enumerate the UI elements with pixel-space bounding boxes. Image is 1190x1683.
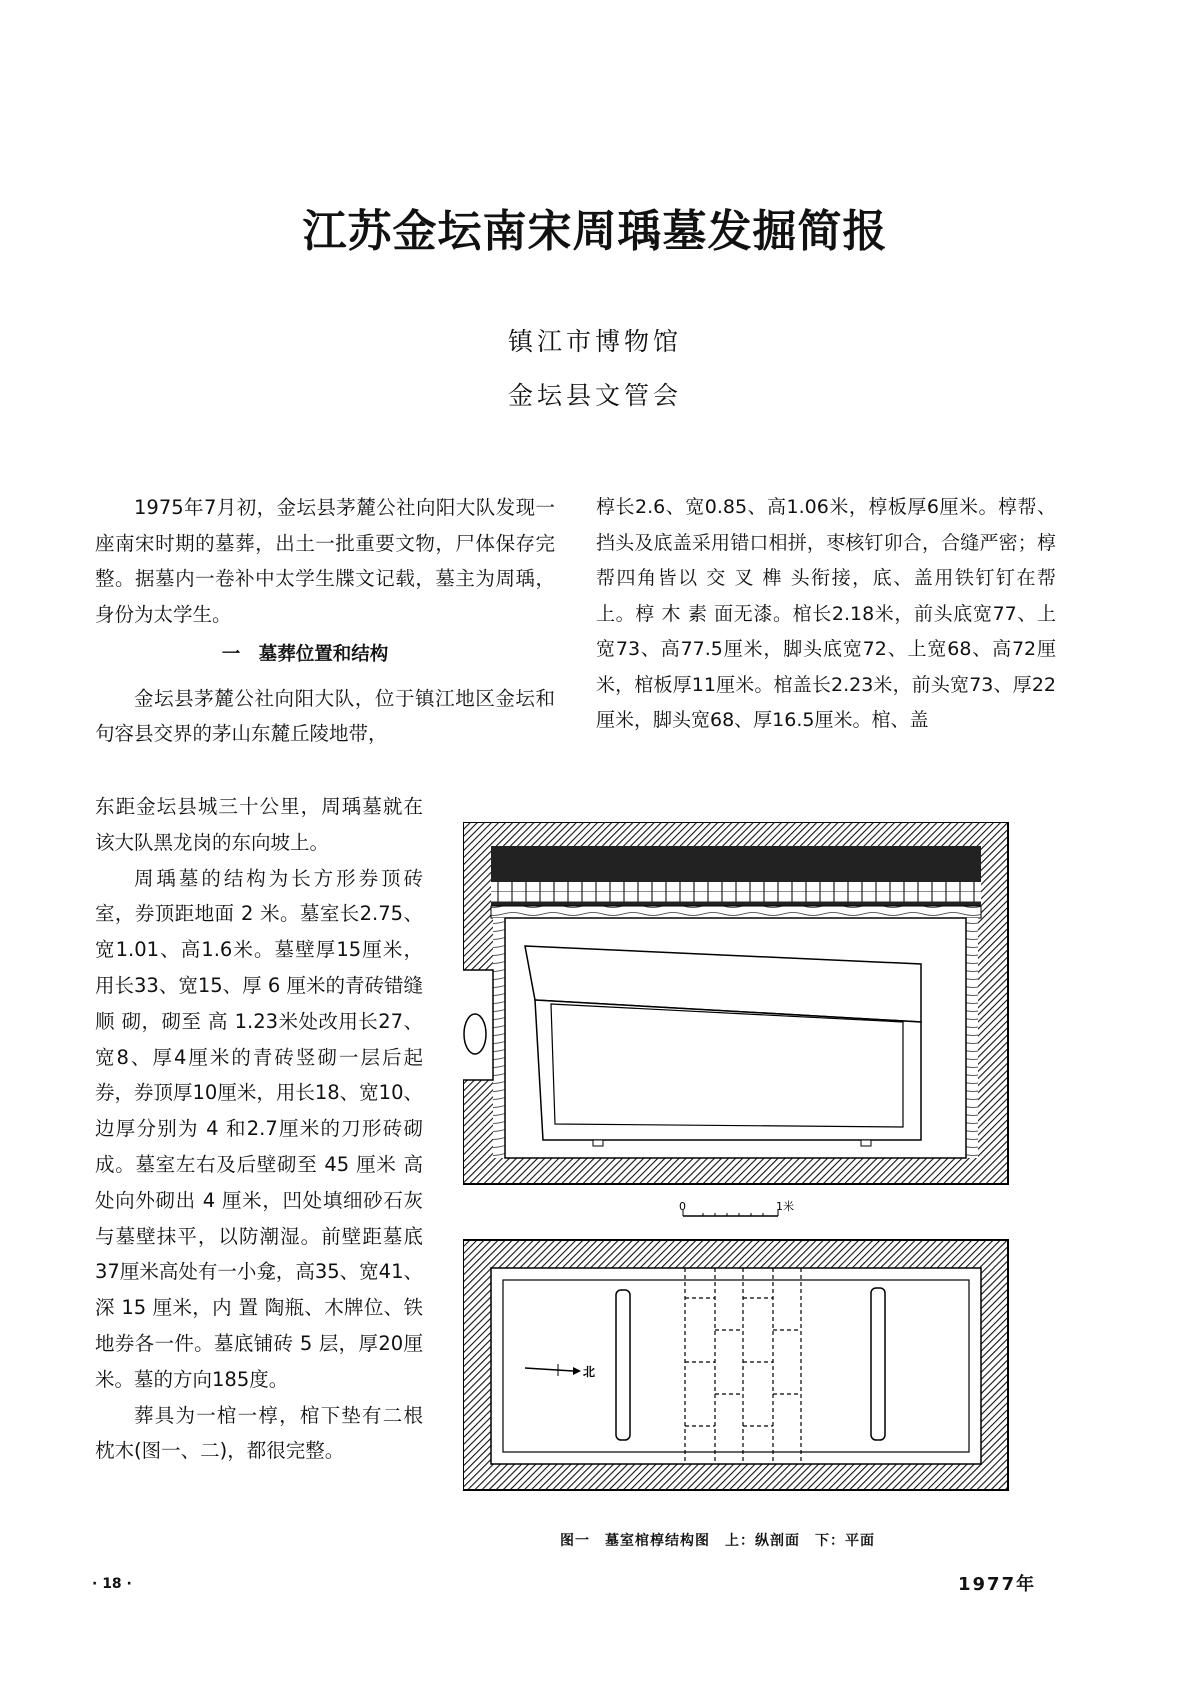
pottery-vase-icon (464, 1014, 486, 1054)
north-label: 北 (583, 1365, 596, 1379)
author-jintan-cultural-committee: 金坛县文管会 (507, 381, 682, 410)
page-number: · 18 · (92, 1576, 132, 1592)
journal-year: 1977年 (958, 1574, 1037, 1595)
intro-paragraph: 1975年7月初，金坛县茅麓公社向阳大队发现一座南宋时期的墓葬，出土一批重要文物，尸体保存完整。据墓内一卷补中太学生牒文记载，墓主为周瑀，身份为太学生。 (95, 496, 555, 626)
article-title: 江苏金坛南宋周瑀墓发掘简报 (302, 206, 888, 257)
author-zhenjiang-museum: 镇江市博物馆 (507, 327, 682, 356)
right-column (596, 490, 1056, 739)
vault-brick-layer (491, 882, 981, 902)
coffin-body (535, 1000, 921, 1140)
tomb-structure-figure (463, 822, 1063, 1510)
sleeper-beam-right (871, 1288, 885, 1440)
coffin-paragraph: 椁长2.6、宽0.85、高1.06米，椁板厚6厘米。椁帮、挡头及底盖采用错口相拼，枣核钉卯合，合缝严密；椁帮四角皆以 交 叉 榫 头衔接，底、盖用铁钉钉在帮 上。椁 木 素 面无漆。棺长2.18米，前头底宽77、上宽73、高77.5厘米，脚头底宽72、上宽68、高72厘米，棺板厚11厘米。棺盖长2.23米，前头宽73、厚22厘米，脚头宽68、厚16.5厘米。棺、盖 (596, 496, 1056, 731)
location-paragraph-narrow: 东距金坛县城三十公里，周瑀墓就在该大队黑龙岗的东向坡上。 (95, 795, 423, 854)
scale-end-label: 1米 (776, 1200, 794, 1213)
section-heading: 一 墓葬位置和结构 (221, 644, 389, 665)
plan-view (463, 1240, 1008, 1490)
left-column-top (95, 490, 555, 752)
scale-start-label: 0 (679, 1200, 686, 1213)
sleeper-beam-left (616, 1290, 630, 1440)
location-paragraph-wide: 金坛县茅麓公社向阳大队，位于镇江地区金坛和句容县交界的茅山东麓丘陵地带， (95, 686, 555, 745)
left-column-narrow (95, 789, 423, 1469)
coffin-intro-paragraph: 葬具为一棺一椁，棺下垫有二根枕木(图一、二)，都很完整。 (95, 1403, 423, 1463)
tomb-diagram (463, 822, 1063, 1510)
scale-bar (679, 1199, 794, 1216)
longitudinal-section (463, 822, 1008, 1184)
figure-caption: 图一 墓室棺椁结构图 上：纵剖面 下：平面 (560, 1533, 875, 1549)
structure-paragraph: 周瑀墓的结构为长方形券顶砖室，券顶距地面 2 米。墓室长2.75、宽1.01、高1.6米。墓壁厚15厘米，用长33、宽15、厚 6 厘米的青砖错缝 顺 砌，砌至 高 1.23米处改用长27、宽8、厚4厘米的青砖竖砌一层后起券，券顶厚10厘米，用长18、宽10、边厚分别为 4 和2.7厘米的刀形砖砌成。墓室左右及后壁砌至 45 厘米 高 处向外砌出 4 厘米，凹处填细砂石灰与墓壁抹平，以防潮湿。前壁距墓底37厘米高处有一小龛，高35、宽41、深 15 厘米，内 置 陶瓶、木牌位、铁地券各一件。墓底铺砖 5 层，厚20厘米。墓的方向185度。 (95, 866, 423, 1391)
